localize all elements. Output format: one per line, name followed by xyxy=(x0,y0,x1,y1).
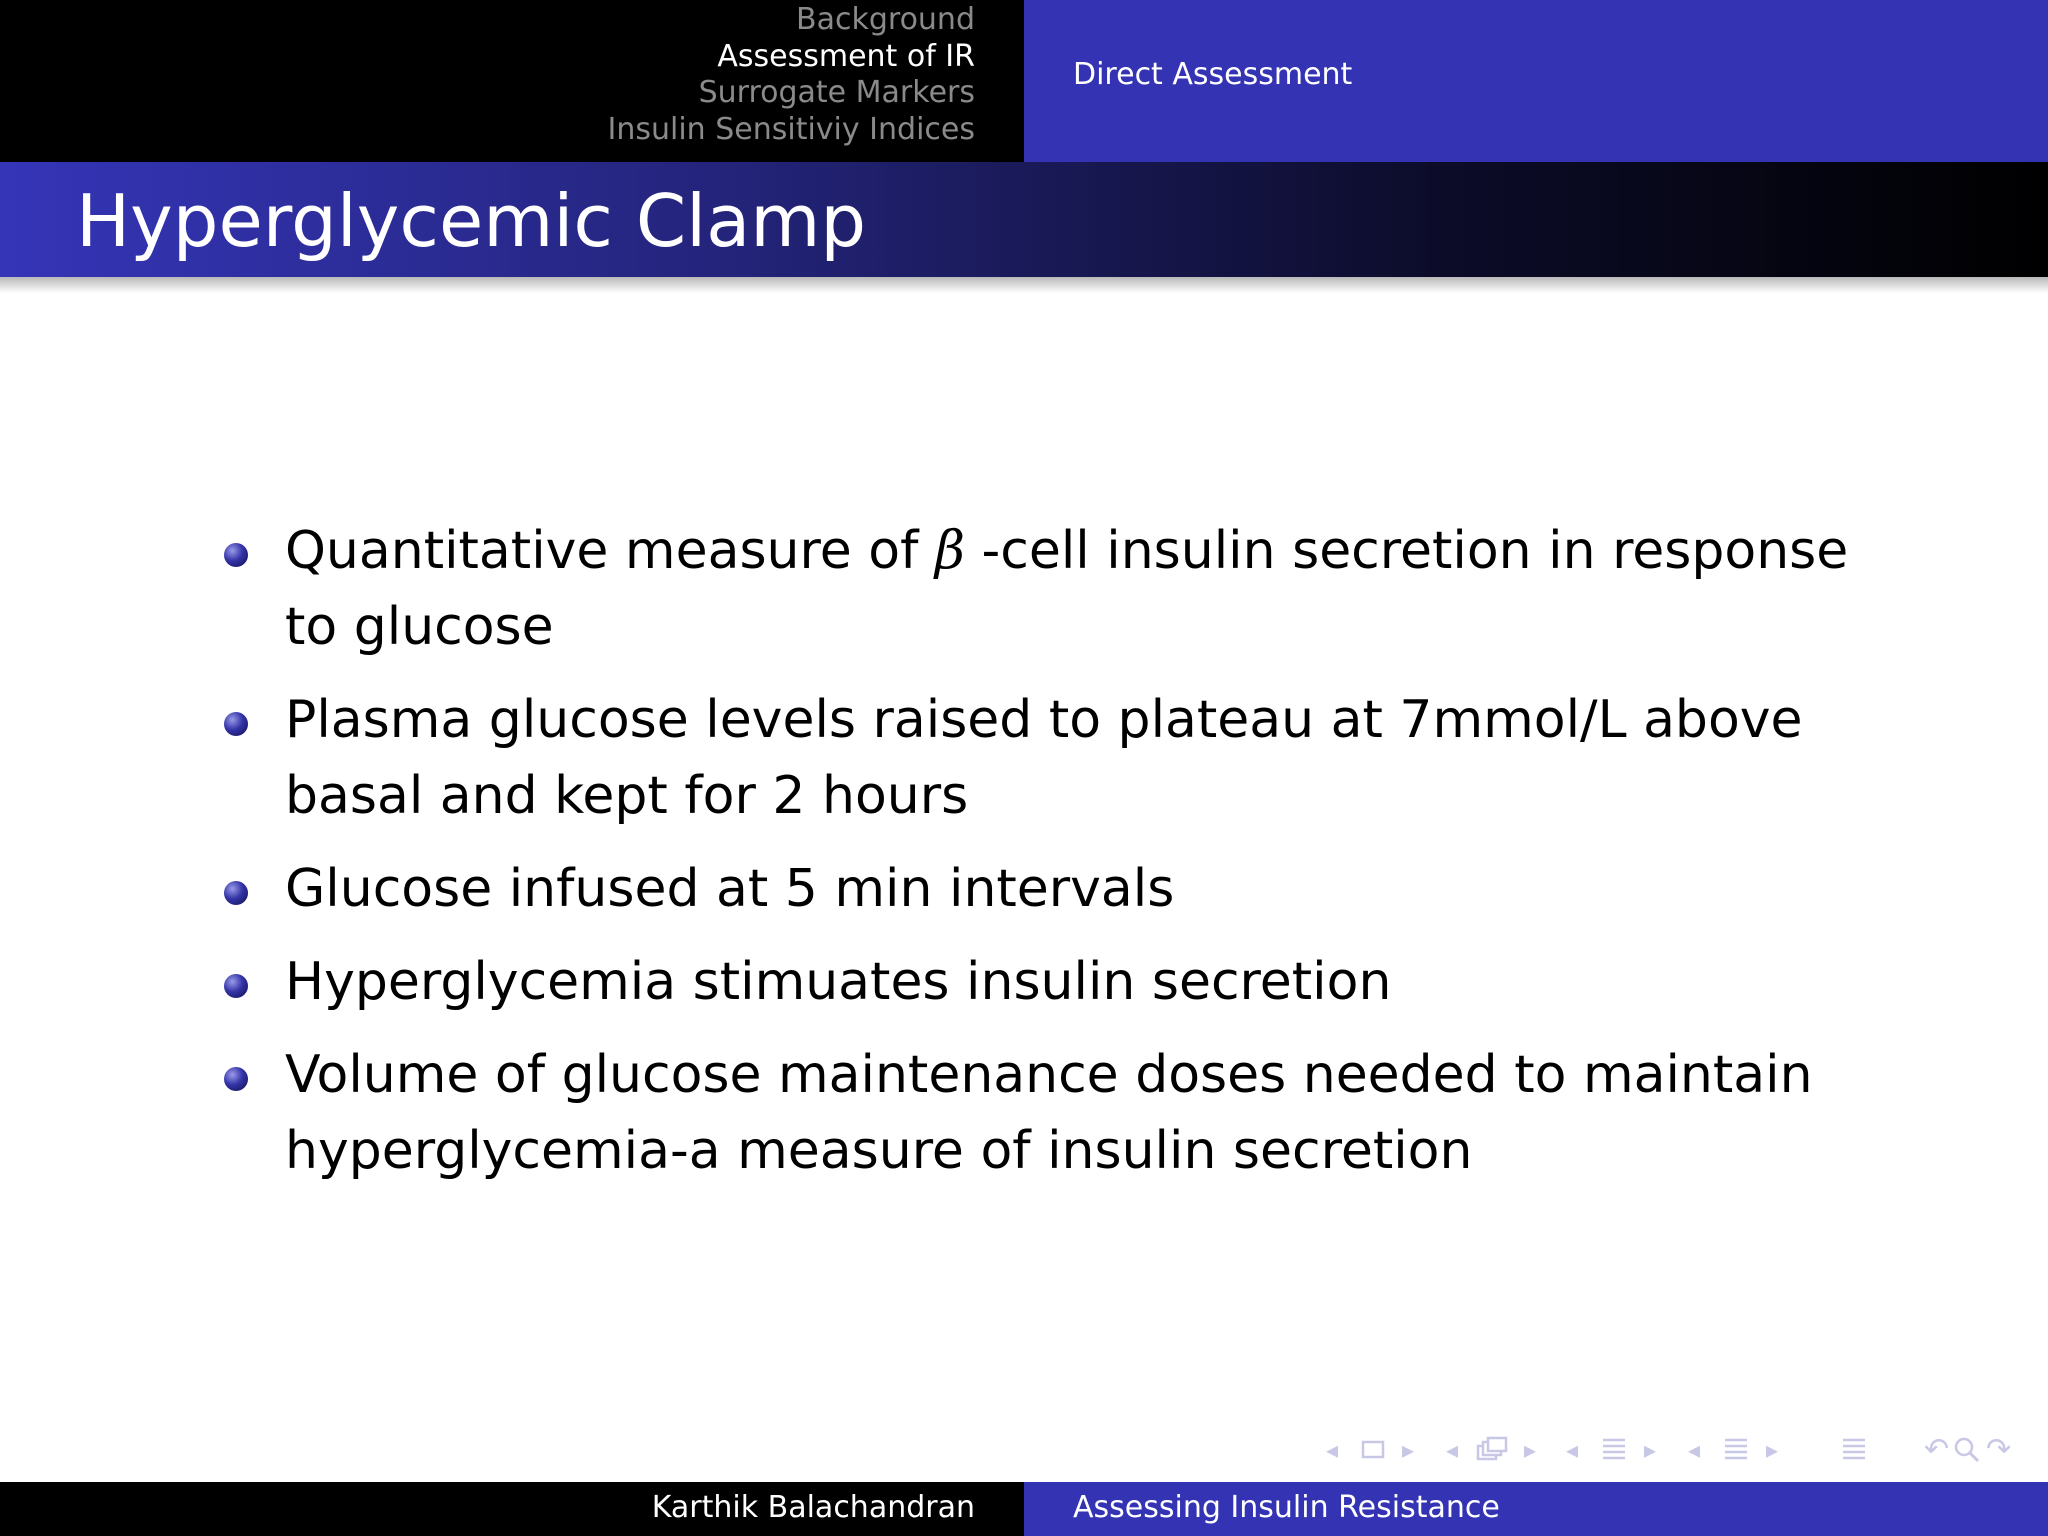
bullet-ball-icon xyxy=(224,881,248,905)
bullet-ball-icon xyxy=(224,712,248,736)
back-icon[interactable]: ↶ xyxy=(1924,1432,1950,1467)
bullet-text-before: Quantitative measure of xyxy=(285,521,935,581)
section-navigation xyxy=(608,2,976,148)
nav-section-background[interactable]: Background xyxy=(796,2,975,37)
frame-prev-icon[interactable]: ◂ xyxy=(1326,1436,1339,1464)
nav-section-assessment-of-ir[interactable]: Assessment of IR xyxy=(717,38,975,74)
bullet-text: Hyperglycemia stimuates insulin secretion xyxy=(285,952,1392,1012)
subsection-prev-icon[interactable]: ◂ xyxy=(1446,1436,1459,1464)
beta-symbol: β xyxy=(934,521,965,581)
nav-section-insulin-sensitivity-indices[interactable]: Insulin Sensitiviy Indices xyxy=(607,111,975,147)
bullet-item xyxy=(220,944,1900,1020)
bullet-item xyxy=(220,513,1900,665)
nav-section-surrogate-markers[interactable]: Surrogate Markers xyxy=(698,75,975,110)
frame-title-shadow xyxy=(0,277,2048,293)
bullet-ball-icon xyxy=(224,1067,248,1091)
footer-short-title: Assessing Insulin Resistance xyxy=(1073,1490,1500,1525)
section-prev-icon[interactable]: ◂ xyxy=(1566,1436,1579,1464)
frame-title: Hyperglycemic Clamp xyxy=(76,179,867,263)
doc-icon[interactable] xyxy=(1722,1432,1750,1468)
subsection-icon[interactable] xyxy=(1474,1432,1510,1468)
bullet-text: Volume of glucose maintenance doses needed to maintain hyperglycemia-a measure of insulin secretion xyxy=(285,1045,1813,1181)
doc-prev-icon[interactable]: ◂ xyxy=(1688,1436,1701,1464)
nav-subsection-direct-assessment[interactable]: Direct Assessment xyxy=(1073,57,1353,92)
forward-icon[interactable]: ↷ xyxy=(1986,1432,2012,1467)
frame-icon[interactable] xyxy=(1360,1432,1386,1468)
doc-next-icon[interactable]: ▸ xyxy=(1766,1436,1779,1464)
bullet-text: Plasma glucose levels raised to plateau at 7mmol/L above basal and kept for 2 hours xyxy=(285,690,1803,826)
navigation-symbols xyxy=(0,1432,2048,1472)
bullet-list xyxy=(220,513,1900,1206)
bullet-item xyxy=(220,851,1900,927)
frame-next-icon[interactable]: ▸ xyxy=(1402,1436,1415,1464)
bullet-ball-icon xyxy=(224,543,248,567)
toc-icon[interactable] xyxy=(1840,1432,1868,1468)
bullet-item xyxy=(220,1037,1900,1189)
bullet-text-after: -cell insulin secretion in response to glucose xyxy=(285,521,1849,657)
bullet-text: Glucose infused at 5 min intervals xyxy=(285,859,1175,919)
search-icon[interactable] xyxy=(1952,1432,1982,1468)
section-icon[interactable] xyxy=(1600,1432,1628,1468)
section-next-icon[interactable]: ▸ xyxy=(1644,1436,1657,1464)
bullet-ball-icon xyxy=(224,974,248,998)
footer-author: Karthik Balachandran xyxy=(651,1490,975,1525)
bullet-item xyxy=(220,682,1900,834)
subsection-next-icon[interactable]: ▸ xyxy=(1524,1436,1537,1464)
